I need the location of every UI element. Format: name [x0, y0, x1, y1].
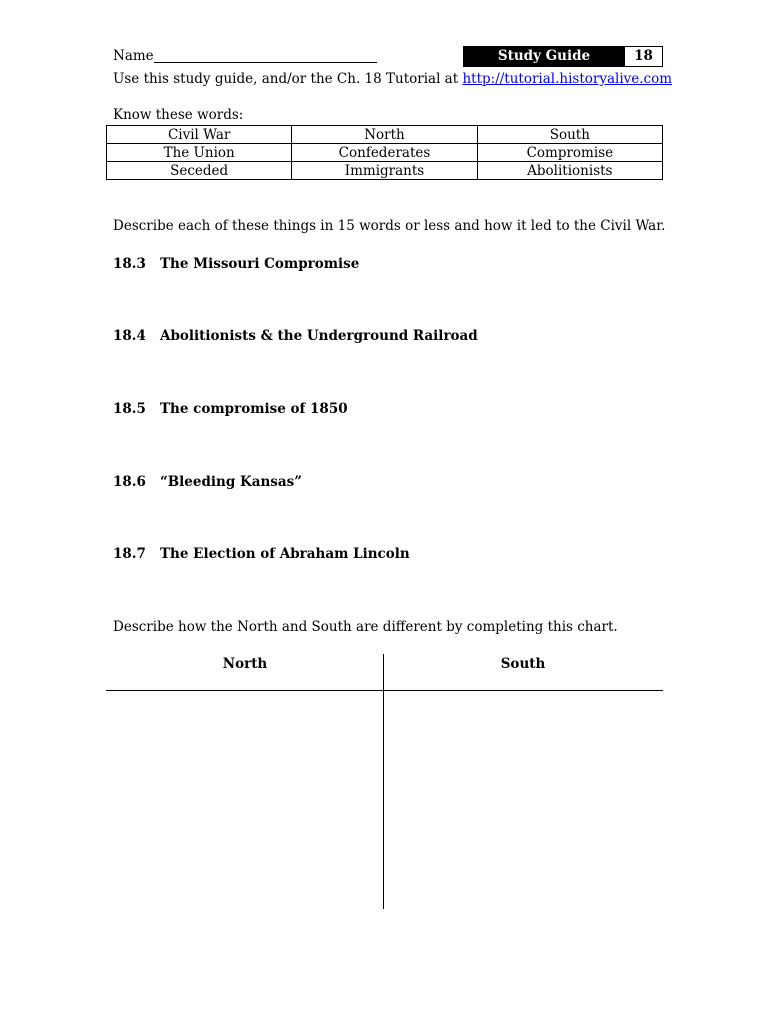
vocab-cell: The Union [107, 144, 292, 162]
study-guide-box [463, 46, 663, 67]
vocab-cell: Seceded [107, 162, 292, 180]
chart-instruction: Describe how the North and South are different by completing this chart. [113, 619, 618, 635]
topic-heading [113, 256, 359, 272]
vocab-cell: Immigrants [292, 162, 477, 180]
topic-title: The Missouri Compromise [160, 256, 360, 272]
topic-heading [113, 328, 478, 344]
name-label: Name [113, 48, 154, 64]
name-blank-line[interactable] [154, 62, 377, 63]
vocab-cell: South [477, 126, 662, 144]
topic-number: 18.6 [113, 474, 146, 490]
vocab-cell: Compromise [477, 144, 662, 162]
intro-text [113, 71, 672, 87]
topic-heading [113, 546, 410, 562]
vocab-row [107, 126, 663, 144]
topic-title: “Bleeding Kansas” [160, 474, 303, 490]
intro-text-body: Use this study guide, and/or the Ch. 18 Tutorial at [113, 71, 463, 87]
vocab-row [107, 162, 663, 180]
topic-number: 18.4 [113, 328, 146, 344]
study-guide-label: Study Guide [464, 47, 624, 66]
vocab-cell: North [292, 126, 477, 144]
vocab-cell: Abolitionists [477, 162, 662, 180]
vocab-row [107, 144, 663, 162]
topic-heading [113, 401, 348, 417]
t-chart-north-heading: North [222, 656, 268, 672]
topic-number: 18.7 [113, 546, 146, 562]
vocab-cell: Civil War [107, 126, 292, 144]
t-chart-south-heading: South [500, 656, 546, 672]
topic-heading [113, 474, 302, 490]
t-chart-horizontal-line [106, 690, 663, 691]
describe-instruction: Describe each of these things in 15 words or less and how it led to the Civil War. [113, 218, 666, 234]
vocab-table [106, 125, 663, 180]
tutorial-link[interactable]: http://tutorial.historyalive.com [462, 71, 673, 87]
topic-title: Abolitionists & the Underground Railroad [160, 328, 478, 344]
chapter-number: 18 [624, 47, 662, 66]
topic-title: The Election of Abraham Lincoln [160, 546, 410, 562]
t-chart-vertical-line [383, 654, 384, 909]
vocab-cell: Confederates [292, 144, 477, 162]
vocab-heading: Know these words: [113, 107, 244, 123]
topic-title: The compromise of 1850 [160, 401, 348, 417]
topic-number: 18.5 [113, 401, 146, 417]
topic-number: 18.3 [113, 256, 146, 272]
